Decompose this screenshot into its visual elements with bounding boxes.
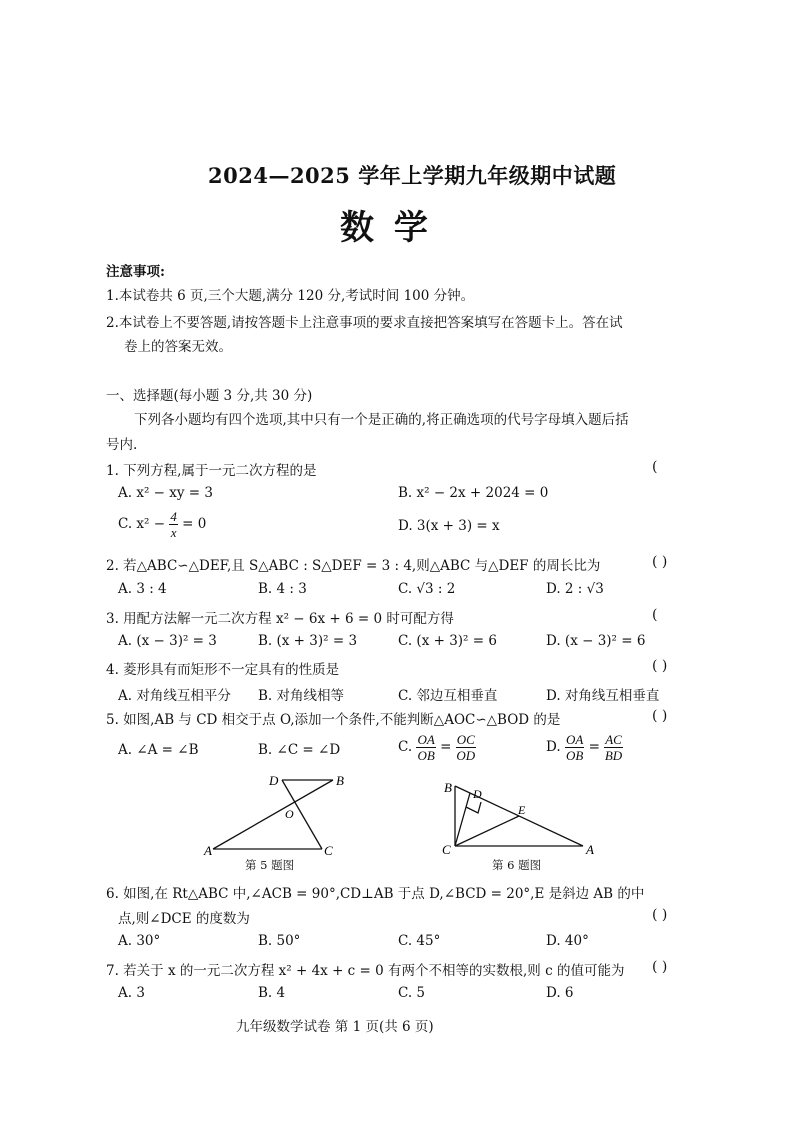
q5-answer-paren: ( ) xyxy=(652,708,668,724)
right-angle-mark xyxy=(466,802,481,813)
line-cd xyxy=(455,793,470,846)
q5-option-b: B. ∠C = ∠D xyxy=(258,742,341,758)
q3-option-d: D. (x − 3)² = 6 xyxy=(546,633,646,649)
notes-item-1: 1.本试卷共 6 页,三个大题,满分 120 分,考试时间 100 分钟。 xyxy=(106,288,475,304)
q4-option-d: D. 对角线互相垂直 xyxy=(546,688,660,704)
figure-6-caption: 第 6 题图 xyxy=(492,858,542,872)
notes-item-2-cont: 卷上的答案无效。 xyxy=(124,339,232,355)
q7-answer-paren: ( ) xyxy=(652,959,668,975)
q6-option-d: D. 40° xyxy=(546,933,589,949)
q5-option-d: D. $\frac{OA}{OB}$ = $\frac{AC}{BD}$ xyxy=(546,732,623,763)
q4-option-c: C. 邻边互相垂直 xyxy=(398,688,498,704)
label-d: D xyxy=(473,787,482,801)
q2-option-a: A. 3 : 4 xyxy=(118,581,167,597)
section-intro-line1: 下列各小题均有四个选项,其中只有一个是正确的,将正确选项的代号字母填入题后括 xyxy=(134,412,629,428)
label-o: O xyxy=(285,807,294,821)
figure-6-diagram xyxy=(436,778,606,858)
q1-option-c: C. x² − $\frac{4}{x}$ = 0 xyxy=(118,509,207,540)
q7-option-c: C. 5 xyxy=(398,985,426,1001)
q2-option-c: C. √3 : 2 xyxy=(398,581,456,597)
q1-option-b: B. x² − 2x + 2024 = 0 xyxy=(398,485,549,501)
label-c: C xyxy=(442,842,451,857)
label-c: C xyxy=(324,843,333,858)
q4-answer-paren: ( ) xyxy=(652,658,668,674)
q6-answer-paren: ( ) xyxy=(652,907,668,923)
label-b: B xyxy=(444,780,452,795)
q6-option-a: A. 30° xyxy=(118,933,161,949)
q6-stem-line2: 点,则∠DCE 的度数为 xyxy=(118,911,250,927)
q1-option-a: A. x² − xy = 3 xyxy=(118,485,213,501)
q2-option-d: D. 2 : √3 xyxy=(546,581,604,597)
q6-option-c: C. 45° xyxy=(398,933,441,949)
q1-option-d: D. 3(x + 3) = x xyxy=(398,518,500,534)
section-intro-line2: 号内. xyxy=(106,437,138,453)
q7-option-a: A. 3 xyxy=(118,985,145,1001)
q4-option-a: A. 对角线互相平分 xyxy=(118,688,231,704)
q1-answer-paren: ( xyxy=(652,459,658,475)
line-ab xyxy=(213,780,333,849)
line-ce xyxy=(455,816,519,846)
q3-option-a: A. (x − 3)² = 3 xyxy=(118,633,217,649)
q2-option-b: B. 4 : 3 xyxy=(258,581,307,597)
q2-stem: 2. 若△ABC∽△DEF,且 S△ABC : S△DEF = 3 : 4,则△ABC 与△DEF 的周长比为 xyxy=(106,558,601,574)
q7-stem: 7. 若关于 x 的一元二次方程 x² + 4x + c = 0 有两个不相等的实数根,则 c 的值可能为 xyxy=(106,963,625,979)
exam-title: 2024—2025 学年上学期九年级期中试题 xyxy=(208,163,617,188)
subject-title: 数 学 xyxy=(340,208,432,248)
q7-option-b: B. 4 xyxy=(258,985,286,1001)
q3-option-c: C. (x + 3)² = 6 xyxy=(398,633,497,649)
q3-stem: 3. 用配方法解一元二次方程 x² − 6x + 6 = 0 时可配方得 xyxy=(106,611,454,627)
section-heading: 一、选择题(每小题 3 分,共 30 分) xyxy=(106,388,313,404)
label-a: A xyxy=(586,842,594,857)
q5-option-a: A. ∠A = ∠B xyxy=(118,742,199,758)
label-a: A xyxy=(204,843,212,858)
q1-stem: 1. 下列方程,属于一元二次方程的是 xyxy=(106,463,317,479)
page-footer: 九年级数学试卷 第 1 页(共 6 页) xyxy=(236,1019,434,1035)
q4-stem: 4. 菱形具有而矩形不一定具有的性质是 xyxy=(106,662,340,678)
q5-stem: 5. 如图,AB 与 CD 相交于点 O,添加一个条件,不能判断△AOC∽△BOD 的是 xyxy=(106,712,561,728)
q2-answer-paren: ( ) xyxy=(652,554,668,570)
label-b: B xyxy=(336,773,344,788)
q6-option-b: B. 50° xyxy=(258,933,301,949)
q5-option-c: C. $\frac{OA}{OB}$ = $\frac{OC}{OD}$ xyxy=(398,732,476,763)
q4-option-b: B. 对角线相等 xyxy=(258,688,345,704)
notes-item-2: 2.本试卷上不要答题,请按答题卡上注意事项的要求直接把答案填写在答题卡上。答在试 xyxy=(106,315,623,331)
notes-heading: 注意事项: xyxy=(106,264,165,280)
q6-stem-line1: 6. 如图,在 Rt△ABC 中,∠ACB = 90°,CD⊥AB 于点 D,∠BCD = 20°,E 是斜边 AB 的中 xyxy=(106,886,645,902)
label-d: D xyxy=(269,773,279,788)
q7-option-d: D. 6 xyxy=(546,985,574,1001)
q3-answer-paren: ( xyxy=(652,607,658,623)
q3-option-b: B. (x + 3)² = 3 xyxy=(258,633,358,649)
label-e: E xyxy=(518,803,526,817)
figure-5-caption: 第 5 题图 xyxy=(245,858,295,872)
